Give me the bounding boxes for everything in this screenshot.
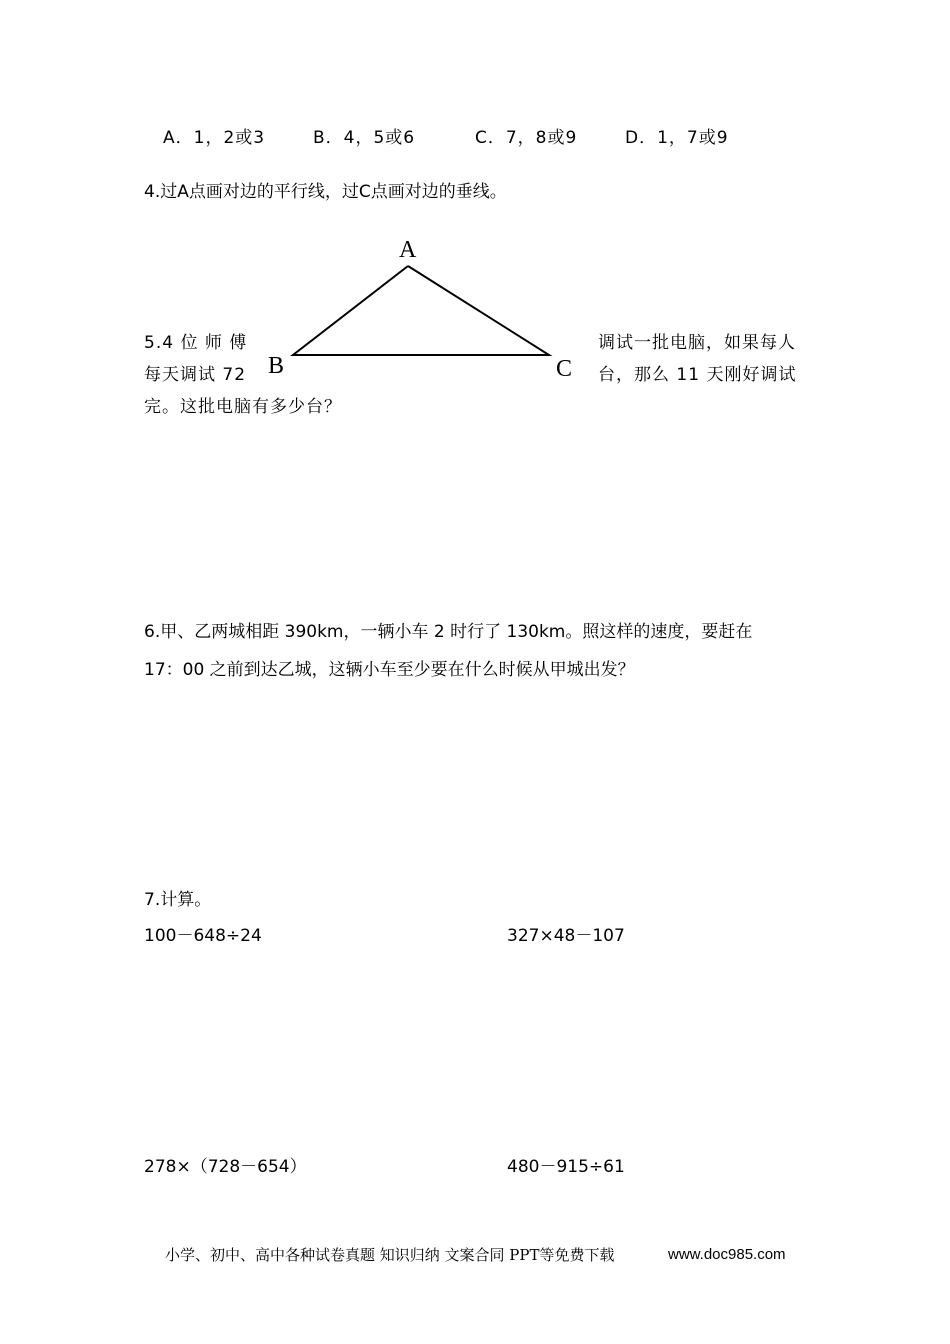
- expression-4: 480－915÷61: [507, 1157, 625, 1177]
- option-c: C．7，8或9: [475, 128, 578, 148]
- expression-1: 100－648÷24: [144, 926, 262, 946]
- question-5-line1-left: 5.4 位 师 傅: [144, 333, 248, 353]
- question-5-line3: 完。这批电脑有多少台？: [144, 397, 342, 417]
- question-5-line1-right: 调试一批电脑，如果每人: [598, 333, 796, 353]
- question-5-line2-right: 台，那么 11 天刚好调试: [598, 365, 797, 385]
- vertex-label-b: B: [268, 353, 285, 379]
- question-5-line2-left: 每天调试 72: [144, 365, 247, 385]
- footer-url[interactable]: www.doc985.com: [668, 1246, 786, 1263]
- question-4-text: 4.过A点画对边的平行线，过C点画对边的垂线。: [144, 182, 507, 202]
- vertex-label-c: C: [556, 356, 573, 382]
- option-a: A．1，2或3: [163, 128, 266, 148]
- question-7-title: 7.计算。: [144, 890, 212, 910]
- footer-text: 小学、初中、高中各种试卷真题 知识归纳 文案合同 PPT等免费下载: [165, 1246, 615, 1264]
- option-b: B．4，5或6: [313, 128, 416, 148]
- expression-2: 327×48－107: [507, 926, 625, 946]
- question-6-line1: 6.甲、乙两城相距 390km，一辆小车 2 时行了 130km。照这样的速度，要赶在: [144, 622, 753, 642]
- question-6-line2: 17：00 之前到达乙城，这辆小车至少要在什么时候从甲城出发？: [144, 660, 635, 680]
- expression-3: 278×（728－654）: [144, 1157, 307, 1177]
- triangle-outline: [293, 266, 549, 355]
- option-d: D．1，7或9: [625, 128, 729, 148]
- vertex-label-a: A: [399, 237, 417, 263]
